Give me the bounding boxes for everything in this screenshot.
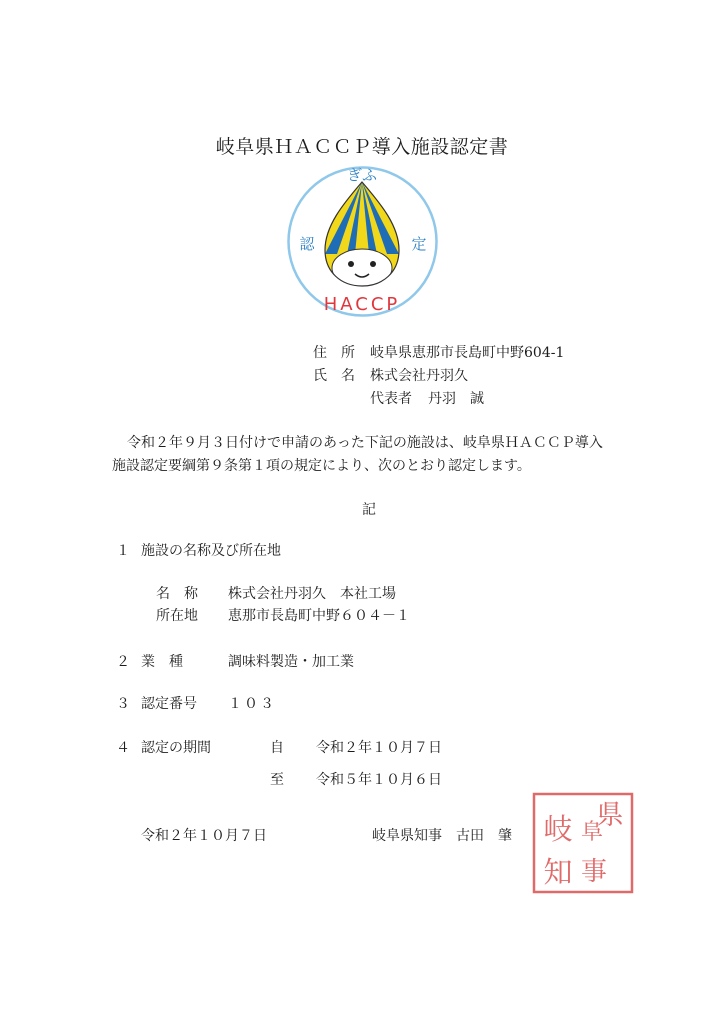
- logo-top-text: ぎふ: [346, 166, 378, 184]
- item-4-label: 認定の期間: [141, 740, 211, 756]
- body-line-2: 施設認定要綱第９条第１項の規定により、次のとおり認定します。: [112, 458, 531, 474]
- seal-char-2: 岐: [543, 812, 573, 846]
- facility-name-value: 株式会社丹羽久 本社工場: [228, 586, 396, 602]
- item-2-label: 業 種: [141, 654, 183, 670]
- logo-left-char: 認: [299, 235, 315, 253]
- logo-right-char: 定: [411, 235, 427, 253]
- period-from-label: 自: [270, 740, 284, 756]
- item-2-value: 調味料製造・加工業: [228, 654, 354, 670]
- facility-location-label: 所在地: [156, 608, 198, 624]
- item-1-number: １: [116, 543, 130, 559]
- seal-char-3: 阜: [580, 820, 604, 845]
- name-label: 氏 名: [313, 368, 355, 384]
- facility-location-value: 恵那市長島町中野６０４－１: [228, 608, 410, 624]
- name-value: 株式会社丹羽久: [370, 368, 468, 384]
- seal-char-4: 知: [543, 855, 573, 889]
- official-seal: [532, 792, 634, 894]
- item-3-value: １０３: [228, 696, 276, 712]
- mascot-eye-right: [370, 261, 376, 267]
- item-2-number: ２: [116, 654, 130, 670]
- document-title: 岐阜県ＨＡＣＣＰ導入施設認定書: [215, 136, 509, 158]
- item-3-number: ３: [116, 696, 130, 712]
- period-to-value: 令和５年１０月６日: [316, 772, 442, 788]
- seal-char-5: 事: [580, 857, 608, 887]
- issue-date: 令和２年１０月７日: [141, 828, 267, 844]
- representative-value: 丹羽 誠: [428, 391, 484, 407]
- body-line-1: 令和２年９月３日付けで申請のあった下記の施設は、岐阜県ＨＡＣＣＰ導入: [127, 435, 603, 451]
- period-to-label: 至: [270, 772, 284, 788]
- mascot-eye-left: [348, 261, 354, 267]
- address-label: 住 所: [313, 345, 355, 361]
- item-3-label: 認定番号: [141, 696, 197, 712]
- haccp-logo: [285, 164, 440, 319]
- facility-name-label: 名 称: [156, 586, 198, 602]
- ki-heading: 記: [362, 502, 376, 518]
- issuer-name: 岐阜県知事 古田 肇: [372, 828, 512, 844]
- logo-bottom-text: HACCP: [323, 294, 401, 315]
- item-1-label: 施設の名称及び所在地: [141, 543, 281, 559]
- representative-label: 代表者: [370, 391, 412, 407]
- seal-char-1: 県: [596, 800, 624, 831]
- address-value: 岐阜県恵那市長島町中野604-1: [370, 345, 565, 361]
- period-from-value: 令和２年１０月７日: [316, 740, 442, 756]
- item-4-number: ４: [116, 740, 130, 756]
